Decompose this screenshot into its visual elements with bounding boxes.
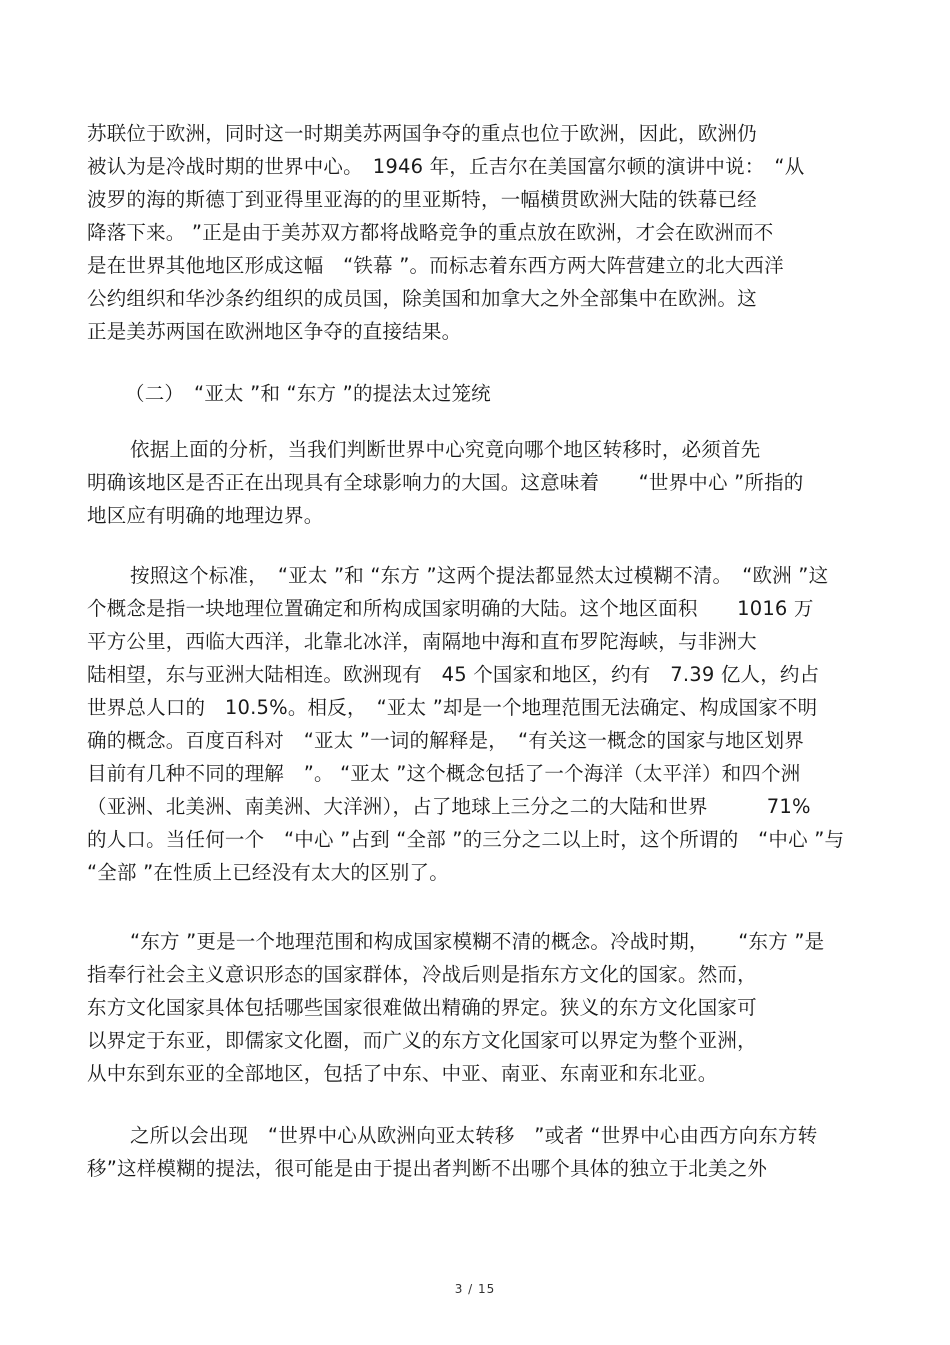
text-line: 确的概念。百度百科对 “亚太 ”一词的解释是， “有关这一概念的国家与地区划界 bbox=[87, 729, 805, 752]
text-line: 正是美苏两国在欧洲地区争夺的直接结果。 bbox=[87, 320, 462, 343]
paragraph-europe-cold-war bbox=[87, 117, 867, 348]
paragraph-analysis bbox=[87, 433, 867, 532]
text-line: 平方公里，西临大西洋，北靠北冰洋，南隔地中海和直布罗陀海峡，与非洲大 bbox=[87, 630, 757, 653]
text-line: 苏联位于欧洲，同时这一时期美苏两国争夺的重点也位于欧洲，因此，欧洲仍 bbox=[87, 122, 757, 145]
text-line: 按照这个标准， “亚太 ”和 “东方 ”这两个提法都显然太过模糊不清。 “欧洲 ”这 bbox=[130, 564, 829, 587]
section-heading bbox=[87, 377, 867, 410]
paragraph-east-concept bbox=[87, 925, 867, 1090]
paragraph-standard bbox=[87, 559, 867, 889]
section-title: （二） “亚太 ”和 “东方 ”的提法太过笼统 bbox=[125, 382, 491, 405]
text-line: “全部 ”在性质上已经没有太大的区别了。 bbox=[87, 861, 449, 884]
text-line: 降落下来。 ”正是由于美苏双方都将战略竞争的重点放在欧洲，才会在欧洲而不 bbox=[87, 221, 774, 244]
text-line: 从中东到东亚的全部地区，包括了中东、中亚、南亚、东南亚和东北亚。 bbox=[87, 1062, 718, 1085]
text-line: 依据上面的分析，当我们判断世界中心究竟向哪个地区转移时，必须首先 bbox=[130, 438, 761, 461]
text-line: 明确该地区是否正在出现具有全球影响力的大国。这意味着 “世界中心 ”所指的 bbox=[87, 471, 804, 494]
text-line: 东方文化国家具体包括哪些国家很难做出精确的界定。狭义的东方文化国家可 bbox=[87, 996, 757, 1019]
text-line: “东方 ”更是一个地理范围和构成国家模糊不清的概念。冷战时期， “东方 ”是 bbox=[130, 930, 825, 953]
page-number: 3 / 15 bbox=[454, 1282, 496, 1296]
paragraph-vague-claims bbox=[87, 1119, 867, 1185]
text-line: 指奉行社会主义意识形态的国家群体，冷战后则是指东方文化的国家。然而， bbox=[87, 963, 757, 986]
text-line: 之所以会出现 “世界中心从欧洲向亚太转移 ”或者 “世界中心由西方向东方转 bbox=[130, 1124, 818, 1147]
text-line: 波罗的海的斯德丁到亚得里亚海的的里亚斯特，一幅横贯欧洲大陆的铁幕已经 bbox=[87, 188, 757, 211]
text-line: （亚洲、北美洲、南美洲、大洋洲），占了地球上三分之二的大陆和世界 71% bbox=[87, 795, 811, 818]
text-line: 陆相望，东与亚洲大陆相连。欧洲现有 45 个国家和地区，约有 7.39 亿人，约占 bbox=[87, 663, 820, 686]
text-line: 世界总人口的 10.5%。相反， “亚太 ”却是一个地理范围无法确定、构成国家不明 bbox=[87, 696, 818, 719]
text-line: 地区应有明确的地理边界。 bbox=[87, 504, 324, 527]
text-line: 移”这样模糊的提法，很可能是由于提出者判断不出哪个具体的独立于北美之外 bbox=[87, 1157, 768, 1180]
text-line: 目前有几种不同的理解 ”。 “亚太 ”这个概念包括了一个海洋（太平洋）和四个洲 bbox=[87, 762, 801, 785]
text-line: 以界定于东亚，即儒家文化圈，而广义的东方文化国家可以界定为整个亚洲， bbox=[87, 1029, 757, 1052]
text-line: 公约组织和华沙条约组织的成员国，除美国和加拿大之外全部集中在欧洲。这 bbox=[87, 287, 757, 310]
text-line: 的人口。当任何一个 “中心 ”占到 “全部 ”的三分之二以上时，这个所谓的 “中心 ”与 bbox=[87, 828, 845, 851]
text-line: 被认为是冷战时期的世界中心。 1946 年，丘吉尔在美国富尔顿的演讲中说： “从 bbox=[87, 155, 805, 178]
text-line: 是在世界其他地区形成这幅 “铁幕 ”。而标志着东西方两大阵营建立的北大西洋 bbox=[87, 254, 784, 277]
text-line: 个概念是指一块地理位置确定和所构成国家明确的大陆。这个地区面积 1016 万 bbox=[87, 597, 814, 620]
